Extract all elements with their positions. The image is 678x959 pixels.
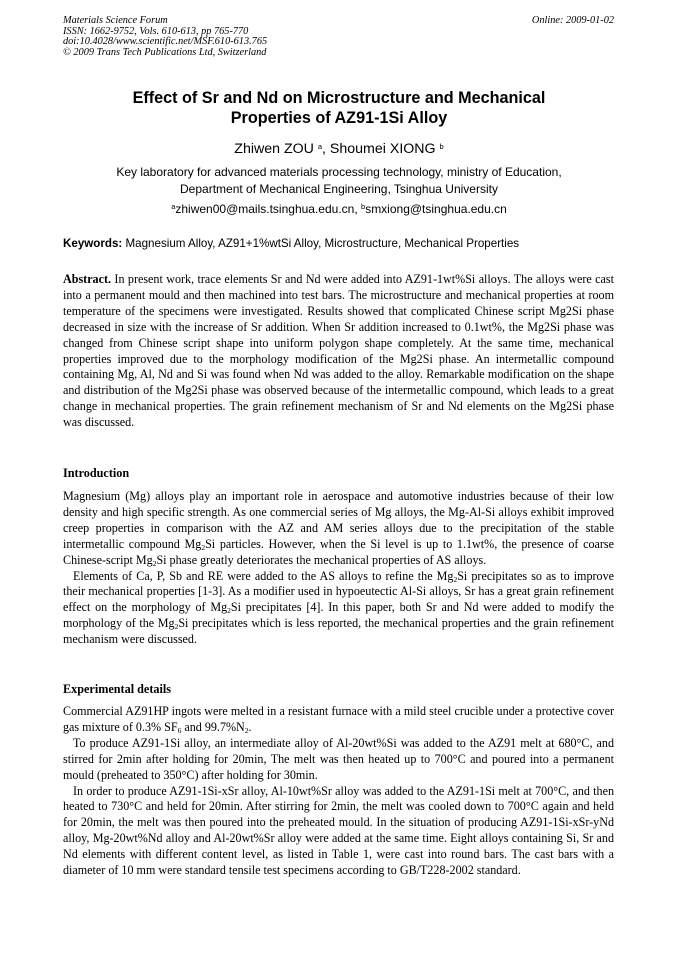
author-2: Shoumei XIONG <box>329 141 436 157</box>
keywords-text: Magnesium Alloy, AZ91+1%wtSi Alloy, Microstructure, Mechanical Properties <box>122 237 520 250</box>
email-a-marker: a <box>171 202 176 211</box>
doi-line[interactable]: doi:10.4028/www.scientific.net/MSF.610-613.765 <box>63 36 268 48</box>
journal-name: Materials Science Forum <box>63 15 168 26</box>
subscript: 6 <box>177 725 182 735</box>
journal-header <box>63 16 267 58</box>
paper-title <box>60 88 618 128</box>
author-separator: , <box>322 141 330 157</box>
email-a[interactable]: zhiwen00@mails.tsinghua.edu.cn, <box>175 202 358 216</box>
intro-p2-text-a: Elements of Ca, P, Sb and RE were added to the AS alloys to refine the Mg <box>73 568 454 583</box>
affiliation-line-2: Department of Mechanical Engineering, Tsinghua University <box>180 181 498 196</box>
experimental-body <box>63 704 614 879</box>
author-1-marker: a <box>317 142 323 151</box>
title-line-2: Properties of AZ91-1Si Alloy <box>230 109 448 127</box>
intro-p1-text-b: Si particles. However, when the Si level is up to 1.1wt%, the presence of coarse Chinese-script Mg <box>63 536 614 567</box>
exp-p1-text-a: Commercial AZ91HP ingots were melted in a resistant furnace with a mild steel crucible under a protective cover gas mixture of 0.3% SF <box>63 704 614 734</box>
introduction-heading: Introduction <box>63 466 130 480</box>
keywords <box>63 236 615 251</box>
introduction-body <box>63 489 614 648</box>
subscript: 2 <box>152 558 157 568</box>
affiliation-line-1: Key laboratory for advanced materials processing technology, ministry of Education, <box>116 165 562 179</box>
email-b-marker: b <box>361 202 366 211</box>
subscript: 2 <box>227 606 231 616</box>
title-line-1: Effect of Sr and Nd on Microstructure and Mechanical <box>132 89 546 107</box>
exp-paragraph-2: To produce AZ91-1Si alloy, an intermediate alloy of Al-20wt%Si was added to the AZ91 melt at 680°C, and stirred for 2min after holding for 20min, The melt was then heated up to 700°C and poured into a permanent mould (preheated to 350°C) after holding for 30min. <box>63 735 614 782</box>
subscript: 2 <box>201 542 206 552</box>
intro-paragraph-2 <box>63 569 614 649</box>
author-1: Zhiwen ZOU <box>234 141 314 157</box>
affiliation <box>60 164 618 197</box>
abstract-text: In present work, trace elements Sr and Nd were added into AZ91-1wt%Si alloys. The alloys were cast into a permanent mould and then machined into test bars. The microstructure and mechanical properties at room temperature of the specimens were investigated. Results showed that complicated Chinese script Mg2Si phase decreased in size with the increase of Sr addition. When Sr addition increased to 0.1wt%, the Mg2Si phase was changed from Chinese script shape into uniform polygon shape completely. At the same time, mechanical properties improved due to the morphology modification of the Mg2Si phase. An intermetallic compound containing Mg, Al, Nd and Si was found when Nd was added to the alloy. Remarkable modification on the shape and distribution of the Mg2Si phase was observed because of the intermetallic compound, which leads to a great change in mechanical properties. The grain refinement mechanism of Sr and Nd elements on the Mg2Si phase was discussed. <box>63 272 614 430</box>
intro-p2-text-c: Si precipitates [4]. In this paper, both Sr and Nd were added to modify the morphology of the Mg <box>63 600 614 631</box>
exp-p1-text-b: and 99.7%N <box>181 719 245 734</box>
abstract <box>63 272 614 431</box>
experimental-heading: Experimental details <box>63 682 171 696</box>
author-list <box>60 140 618 158</box>
intro-p2-text-d: Si precipitates which is less reported, the mechanical properties and the grain refinement mechanism were discussed. <box>63 616 615 647</box>
exp-paragraph-1 <box>63 704 614 736</box>
author-emails <box>60 201 618 217</box>
intro-paragraph-1 <box>63 489 614 569</box>
abstract-label: Abstract. <box>63 272 112 286</box>
online-date: Online: 2009-01-02 <box>531 15 614 26</box>
intro-p1-text-c: Si phase greatly deteriorates the mechanical properties of AS alloys. <box>156 552 487 567</box>
keywords-label: Keywords: <box>63 237 123 250</box>
abstract-paragraph <box>63 272 614 431</box>
subscript: 2 <box>453 574 458 584</box>
exp-paragraph-3: In order to produce AZ91-1Si-xSr alloy, Al-10wt%Sr alloy was added to the AZ91-1Si melt at 700°C, and then heated to 730°C and held for 20min. After stirring for 2min, the melt was cooled down to 700°C again and held for 20min, the melt was then poured into the preheated mould. In the situation of producing AZ91-1Si-xSr-yNd alloy, Mg-20wt%Nd alloy and Al-20wt%Sr alloy were added at the same time. Eight alloys containing Si, Sr and Nd elements with different content level, as listed in Table 1, were cast into round bars. The cast bars with a diameter of 10 mm were standard tensile test specimens according to GB/T228-2002 standard. <box>63 783 614 878</box>
email-b[interactable]: smxiong@tsinghua.edu.cn <box>365 202 507 216</box>
subscript: 2 <box>244 725 249 735</box>
copyright-line: © 2009 Trans Tech Publications Ltd, Switzerland <box>63 46 267 58</box>
author-2-marker: b <box>439 142 444 151</box>
intro-p1-text-a: Magnesium (Mg) alloys play an important role in aerospace and automotive industries because of their low density and high specific strength. As one commercial series of Mg alloys, the Mg-Al-Si alloys exhibit improved creep properties in comparison with the AZ and AM series alloys due to the precipitation of the stable intermetallic compound Mg <box>63 489 614 551</box>
subscript: 2 <box>174 622 179 632</box>
intro-p2-text-b: Si precipitates so as to improve their mechanical properties [1-3]. As a modifier used in hypoeutectic Al-Si alloys, Sr has a great grain refinement effect on the morphology of Mg <box>63 568 615 615</box>
exp-p1-text-c: . <box>248 719 252 734</box>
issn-line: ISSN: 1662-9752, Vols. 610-613, pp 765-770 <box>63 25 249 37</box>
